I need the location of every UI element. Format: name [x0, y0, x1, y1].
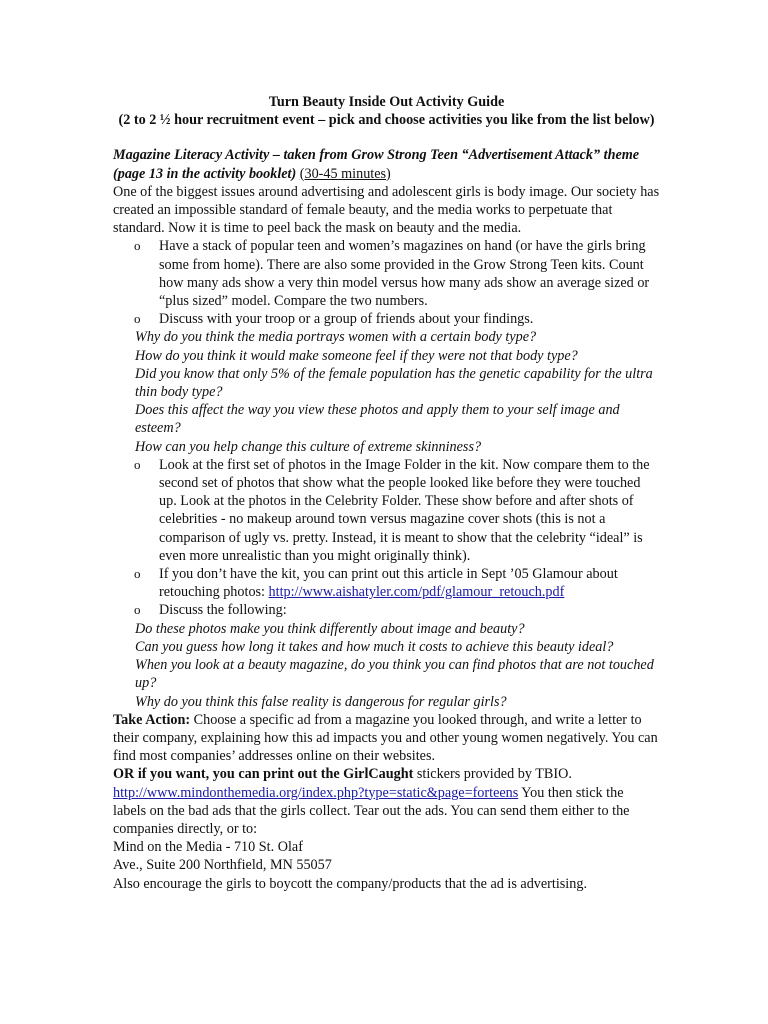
bullet-marker-icon: o [134, 238, 141, 254]
or-text: stickers provided by TBIO. [413, 766, 572, 783]
question: Why do you think the media portrays women with a certain body type? [135, 329, 537, 346]
closing-paragraph: Also encourage the girls to boycott the company/products that the ad is advertising. [113, 875, 587, 892]
sticker-paragraph [113, 765, 660, 783]
bullet-list-2 [113, 456, 660, 620]
mindmedia-text: You then stick the labels on the bad ads that the girls collect. Tear out the ads. You can send them either to the companies directly, or to: [113, 784, 630, 837]
bullet-marker-icon: o [134, 602, 141, 618]
question-group-1 [113, 328, 660, 455]
question: How can you help change this culture of extreme skinniness? [135, 438, 482, 455]
question: When you look at a beauty magazine, do you think you can find photos that are not touched up? [135, 657, 654, 692]
mindonthemedia-link[interactable]: http://www.mindonthemedia.org/index.php?type=static&page=forteens [113, 784, 519, 801]
address-line-2: Ave., Suite 200 Northfield, MN 55057 [113, 857, 332, 874]
section-heading [113, 146, 660, 182]
list-item-text: Discuss the following: [159, 602, 287, 619]
document-page [113, 93, 660, 893]
document-title: Turn Beauty Inside Out Activity Guide [268, 94, 505, 110]
mindmedia-paragraph [113, 784, 660, 839]
question: How do you think it would make someone feel if they were not that body type? [135, 347, 578, 364]
intro-paragraph: One of the biggest issues around advertising and adolescent girls is body image. Our society has created an impossible standard of female beauty, and the media works to perpetuate that standard. Now it is time to peel back the mask on beauty and the media. [113, 183, 660, 237]
take-action-paragraph [113, 711, 660, 766]
list-item-text: Discuss with your troop or a group of friends about your findings. [159, 311, 534, 328]
bullet-list-1 [113, 237, 660, 328]
document-subtitle: (2 to 2 ½ hour recruitment event – pick and choose activities you like from the list below) [118, 112, 655, 129]
bullet-marker-icon: o [134, 456, 141, 472]
list-item [134, 237, 660, 310]
list-item-text: Look at the first set of photos in the Image Folder in the kit. Now compare them to the second set of photos that show what the people looked like before they were touched up. Look at the photos in the Celebrity Folder. These show before and after shots of celebrities - no makeup around town versus magazine cover shots (this is not a comparison of ugly vs. pretty. Instead, it is meant to show that the celebrity “ideal” is even more unrealistic than you might originally think). [159, 456, 650, 564]
or-label: OR if you want, you can print out the GirlCaught [113, 766, 414, 783]
list-item [134, 310, 660, 328]
question: Did you know that only 5% of the female population has the genetic capability for the ultra thin body type? [135, 365, 653, 401]
list-item [134, 456, 660, 565]
list-item [134, 601, 660, 619]
list-item [134, 565, 660, 601]
list-item-text: Have a stack of popular teen and women’s magazines on hand (or have the girls bring some from home). There are also some provided in the Grow Strong Teen kits. Count how many ads show a very thin model versus how many ads show an average sized or “plus sized” model. Compare the two numbers. [159, 238, 650, 310]
address-line-1: Mind on the Media - 710 St. Olaf [113, 839, 303, 856]
title-block [113, 93, 660, 129]
question: Does this affect the way you view these photos and apply them to your self image and esteem? [135, 402, 620, 437]
question: Can you guess how long it takes and how much it costs to achieve this beauty ideal? [135, 638, 614, 655]
question-group-2 [113, 620, 660, 711]
section-duration: (30-45 minutes) [299, 165, 391, 182]
bullet-marker-icon: o [134, 566, 141, 582]
bullet-marker-icon: o [134, 311, 141, 327]
section-heading-text: Magazine Literacy Activity – taken from Grow Strong Teen “Advertisement Attack” theme (page 13 in the activity booklet) [113, 147, 640, 182]
question: Do these photos make you think differently about image and beauty? [135, 620, 525, 637]
list-item-text: If you don’t have the kit, you can print out this article in Sept ’05 Glamour about retouching photos: [159, 566, 618, 601]
question: Why do you think this false reality is dangerous for regular girls? [135, 693, 507, 710]
glamour-retouch-link[interactable]: http://www.aishatyler.com/pdf/glamour_retouch.pdf [268, 584, 565, 601]
take-action-label: Take Action: [113, 711, 191, 728]
take-action-text: Choose a specific ad from a magazine you looked through, and write a letter to their company, explaining how this ad impacts you and other young women negatively. You can find most companies’ addresses online on their websites. [113, 711, 658, 765]
